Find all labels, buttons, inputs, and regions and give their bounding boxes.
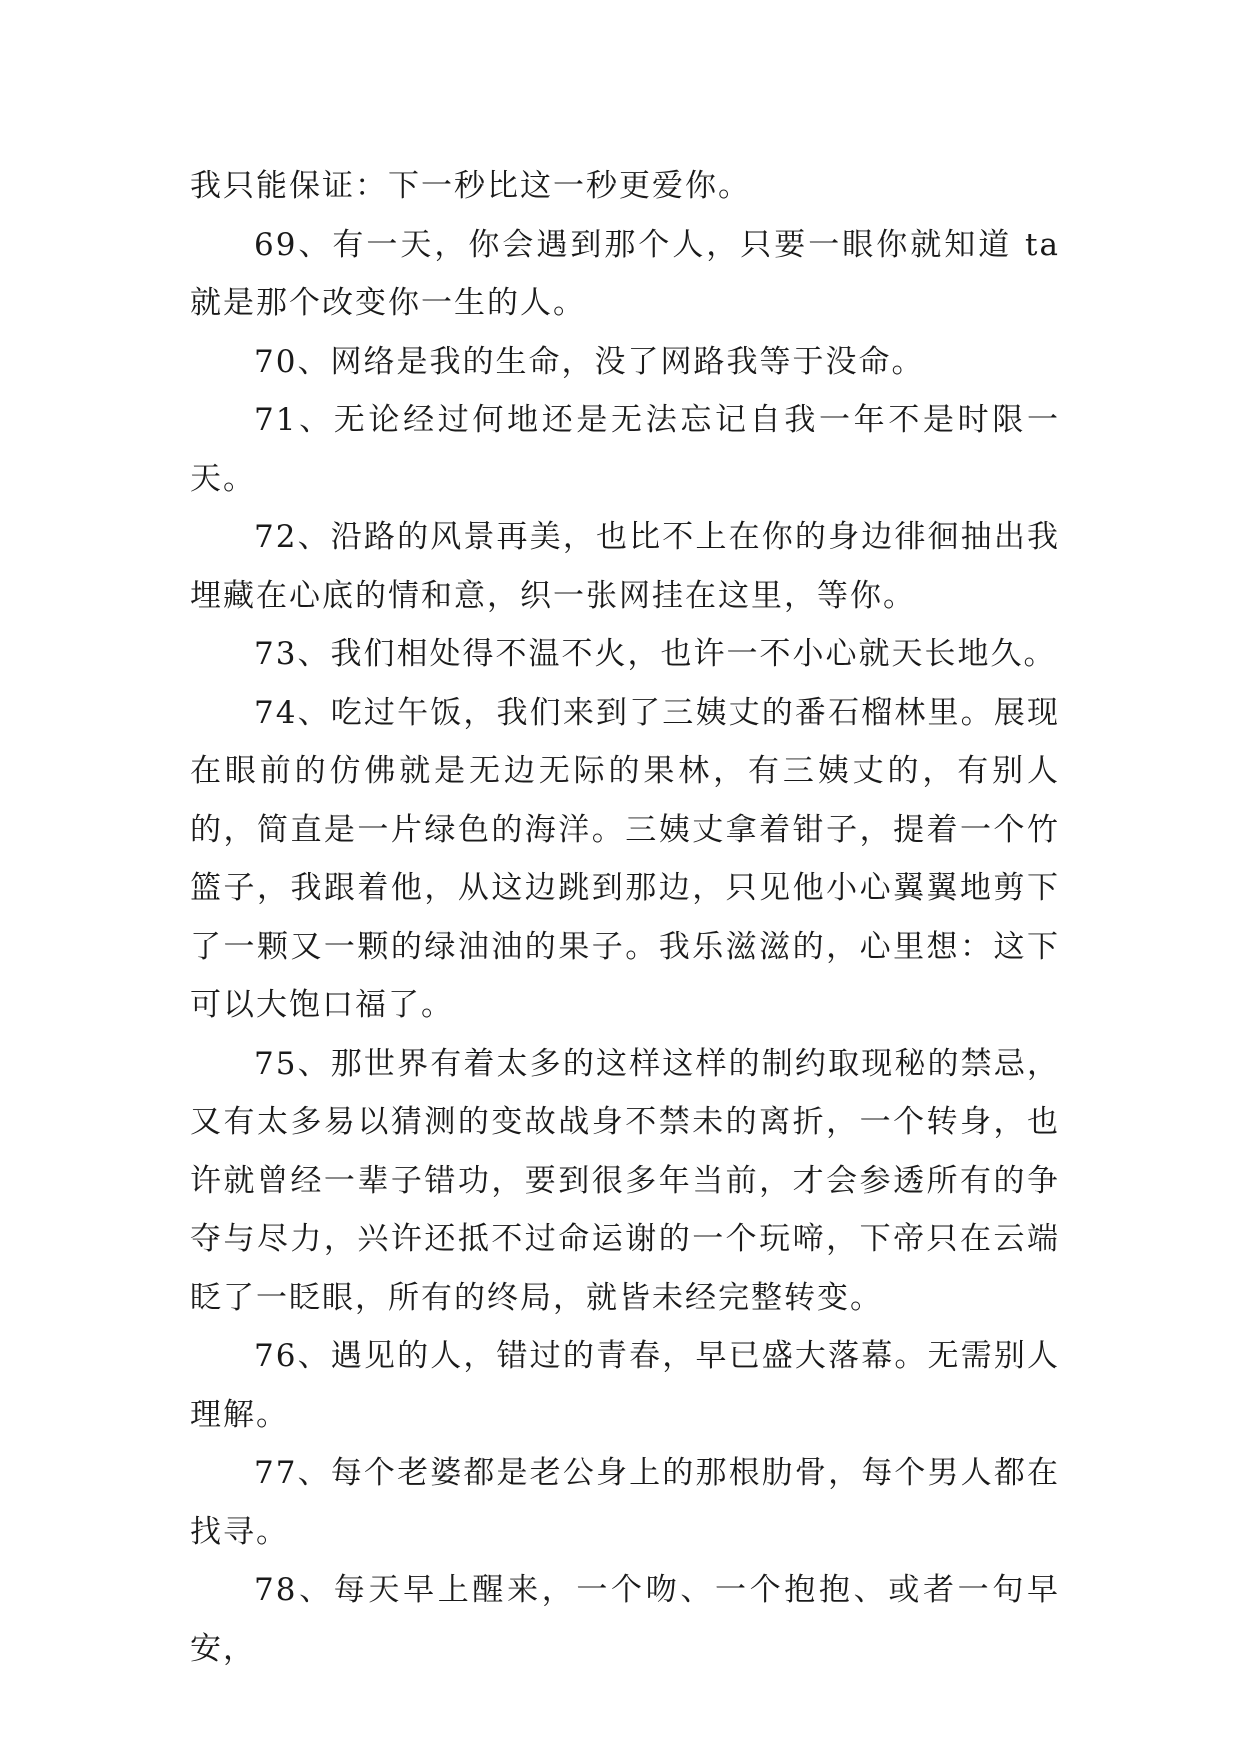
paragraph-72: 72、沿路的风景再美，也比不上在你的身边徘徊抽出我埋藏在心底的情和意，织一张网挂在这里，等你。 [190,519,1060,614]
paragraph-71: 71、无论经过何地还是无法忘记自我一年不是时限一天。 [190,402,1060,497]
paragraph-78: 78、每天早上醒来，一个吻、一个抱抱、或者一句早安， [190,1572,1060,1667]
paragraph-76: 76、遇见的人，错过的青春，早已盛大落幕。无需别人理解。 [190,1338,1060,1433]
paragraph-73: 73、我们相处得不温不火，也许一不小心就天长地久。 [254,636,1057,672]
document-body [190,157,1060,1678]
paragraph-69: 69、有一天，你会遇到那个人，只要一眼你就知道 ta 就是那个改变你一生的人。 [190,226,1060,321]
paragraph-70: 70、网络是我的生命，没了网路我等于没命。 [254,343,925,380]
paragraph-77: 77、每个老婆都是老公身上的那根肋骨，每个男人都在找寻。 [190,1455,1060,1550]
paragraph-74: 74、吃过午饭，我们来到了三姨丈的番石榴林里。展现在眼前的仿佛就是无边无际的果林，有三姨丈的，有别人的，简直是一片绿色的海洋。三姨丈拿着钳子，提着一个竹篮子，我跟着他，从这边跳到那边，只见他小心翼翼地剪下了一颗又一颗的绿油油的果子。我乐滋滋的，心里想：这下可以大饱口福了。 [190,694,1060,1023]
paragraph-75: 75、那世界有着太多的这样这样的制约取现秘的禁忌，又有太多易以猜测的变故战身不禁未的离折，一个转身，也许就曾经一辈子错功，要到很多年当前，才会参透所有的争夺与尽力，兴许还抵不过命运谢的一个玩啼，下帝只在云端眨了一眨眼，所有的终局，就皆未经完整转变。 [190,1045,1060,1316]
paragraph-continuation: 我只能保证：下一秒比这一秒更爱你。 [190,168,751,204]
